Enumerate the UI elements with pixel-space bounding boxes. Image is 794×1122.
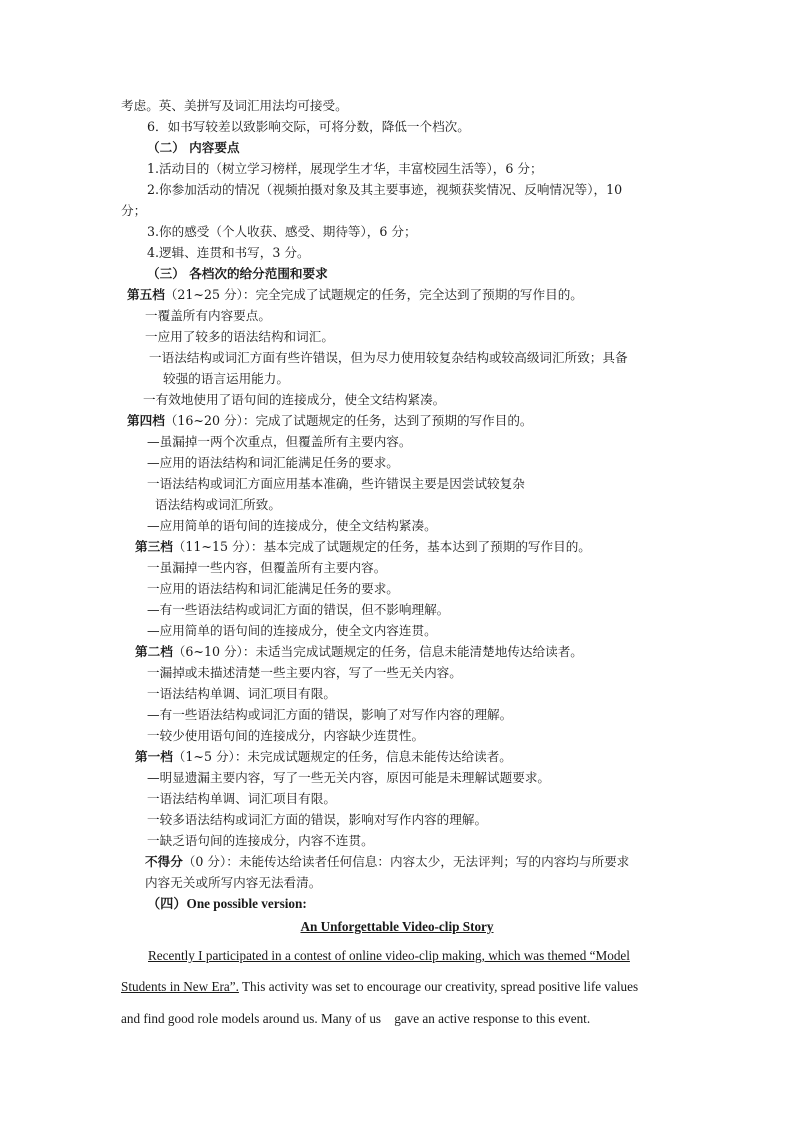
- text-line: 一较多语法结构或词汇方面的错误，影响对写作内容的理解。: [147, 812, 488, 827]
- grade-desc: （21~25 分）：完全完成了试题规定的任务，完全达到了预期的写作目的。: [164, 287, 583, 302]
- text-line: —明显遗漏主要内容，写了一些无关内容，原因可能是未理解试题要求。: [147, 770, 550, 785]
- text-line: —应用简单的语句间的连接成分，使全文内容连贯。: [147, 623, 437, 638]
- grade-desc: （11~15 分）：基本完成了试题规定的任务，基本达到了预期的写作目的。: [172, 539, 591, 554]
- text-line: —应用简单的语句间的连接成分，使全文结构紧凑。: [147, 518, 437, 533]
- grade-desc: （16~20 分）：完成了试题规定的任务，达到了预期的写作目的。: [164, 413, 533, 428]
- text-line: 内容无关或所写内容无法看清。: [145, 875, 322, 890]
- grade-label: 第二档: [135, 644, 173, 659]
- text-line: 考虑。英、美拼写及词汇用法均可接受。: [121, 98, 348, 113]
- text-line: —有一些语法结构或词汇方面的错误，影响了对写作内容的理解。: [147, 707, 513, 722]
- text-line: 一缺乏语句间的连接成分，内容不连贯。: [147, 833, 374, 848]
- text-line: 一语法结构或词汇方面有些许错误，但为尽力使用较复杂结构或较高级词汇所致；具备: [149, 350, 628, 365]
- text-line: 一应用了较多的语法结构和词汇。: [145, 329, 334, 344]
- grade-line: [145, 853, 629, 871]
- text-line: —应用的语法结构和词汇能满足任务的要求。: [147, 455, 399, 470]
- essay-title: An Unforgettable Video-clip Story: [300, 919, 494, 934]
- section-heading: （二） 内容要点: [147, 140, 240, 155]
- text-line: 一语法结构单调、词汇项目有限。: [147, 791, 336, 806]
- text-line: —虽漏掉一两个次重点，但覆盖所有主要内容。: [147, 434, 412, 449]
- text-line: 一语法结构单调、词汇项目有限。: [147, 686, 336, 701]
- text-line: 4.逻辑、连贯和书写，3 分。: [147, 245, 310, 260]
- text-line: 一漏掉或未描述清楚一些主要内容，写了一些无关内容。: [147, 665, 462, 680]
- grade-line: [135, 643, 583, 661]
- text-line: 一较少使用语句间的连接成分，内容缺少连贯性。: [147, 728, 425, 743]
- grade-line: [127, 412, 533, 430]
- grade-label: 第一档: [135, 749, 173, 764]
- text-line: 一覆盖所有内容要点。: [145, 308, 271, 323]
- text-line: 语法结构或词汇所致。: [155, 497, 281, 512]
- grade-desc: （1~5 分）：未完成试题规定的任务，信息未能传达给读者。: [172, 749, 512, 764]
- essay-text: This activity was set to encourage our creativity, spread positive life values: [238, 979, 639, 994]
- text-line: 2.你参加活动的情况（视频拍摄对象及其主要事迹，视频获奖情况、反响情况等），10: [147, 182, 623, 197]
- essay-underlined-text: Recently I participated in a contest of online video-clip making, which was themed “Model: [148, 948, 630, 963]
- section-heading: （四）One possible version:: [147, 896, 307, 911]
- text-line: 一虽漏掉一些内容，但覆盖所有主要内容。: [147, 560, 387, 575]
- grade-line: [127, 286, 583, 304]
- essay-line: [148, 947, 630, 965]
- text-line: 分；: [121, 203, 147, 218]
- grade-label: 第五档: [127, 287, 165, 302]
- text-line: 一语法结构或词汇方面应用基本准确，些许错误主要是因尝试较复杂: [147, 476, 525, 491]
- text-line: 6．如书写较差以致影响交际，可将分数，降低一个档次。: [147, 119, 470, 134]
- grade-label: 第四档: [127, 413, 165, 428]
- text-line: 较强的语言运用能力。: [163, 371, 289, 386]
- text-line: 一应用的语法结构和词汇能满足任务的要求。: [147, 581, 399, 596]
- grade-desc: （0 分）：未能传达给读者任何信息：内容太少，无法评判；写的内容均与所要求: [182, 854, 630, 869]
- essay-line: and find good role models around us. Many of us gave an active response to this event.: [121, 1011, 591, 1026]
- text-line: 一有效地使用了语句间的连接成分，使全文结构紧凑。: [143, 392, 446, 407]
- grade-desc: （6~10 分）：未适当完成试题规定的任务，信息未能清楚地传达给读者。: [172, 644, 583, 659]
- grade-line: [135, 538, 591, 556]
- grade-label: 不得分: [145, 854, 183, 869]
- text-line: —有一些语法结构或词汇方面的错误，但不影响理解。: [147, 602, 450, 617]
- text-line: 1.活动目的（树立学习榜样，展现学生才华，丰富校园生活等），6 分；: [147, 161, 543, 176]
- essay-line: [121, 978, 638, 996]
- grade-line: [135, 748, 512, 766]
- text-line: 3.你的感受（个人收获、感受、期待等），6 分；: [147, 224, 417, 239]
- grade-label: 第三档: [135, 539, 173, 554]
- essay-underlined-text: Students in New Era”.: [121, 979, 239, 994]
- section-heading: （三） 各档次的给分范围和要求: [147, 266, 328, 281]
